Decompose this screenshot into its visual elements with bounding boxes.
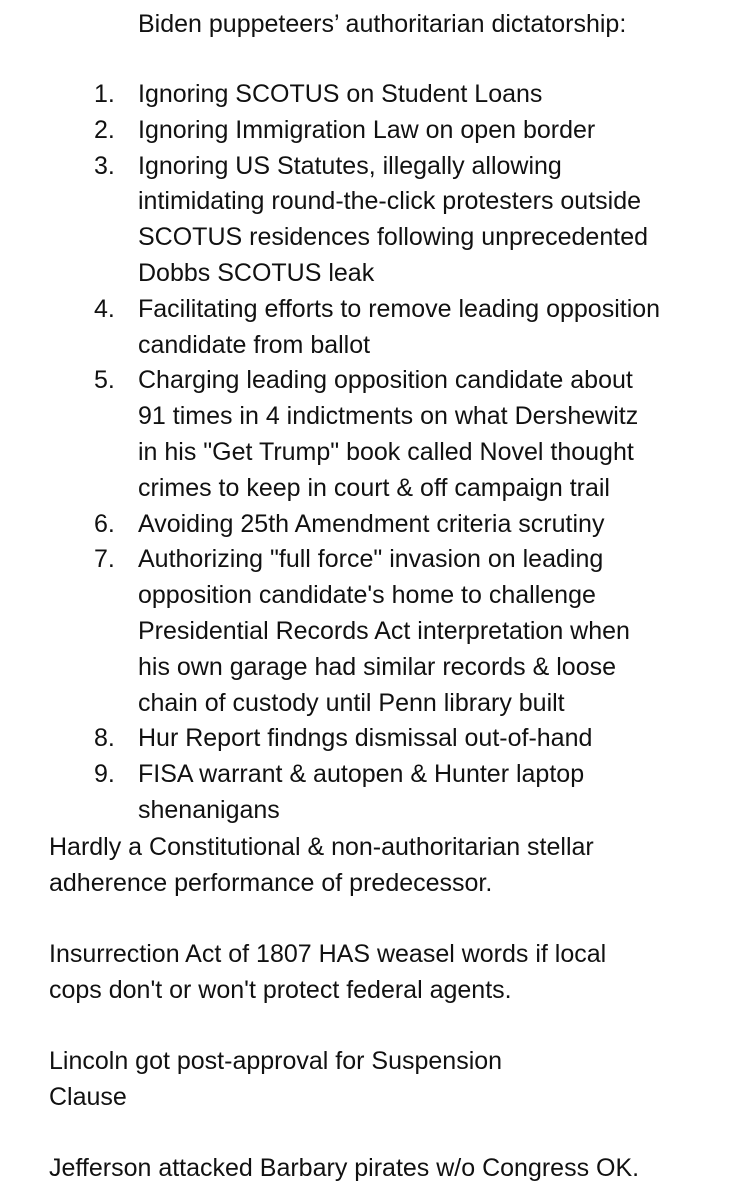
- list-item-line: Ignoring SCOTUS on Student Loans: [138, 80, 543, 108]
- paragraph-line: Clause: [49, 1082, 127, 1111]
- list-item-line: in his "Get Trump" book called Novel thought: [138, 437, 634, 466]
- paragraph: [49, 1044, 739, 1116]
- list-item-number: 5.: [94, 366, 115, 395]
- paragraph: [49, 937, 739, 1009]
- paragraph-line: adherence performance of predecessor.: [49, 868, 493, 897]
- list-item: [0, 292, 754, 364]
- list-item: [0, 149, 754, 292]
- list-item-line: opposition candidate's home to challenge: [138, 581, 596, 610]
- list-item-number: 1.: [94, 80, 115, 108]
- list-item-line: Charging leading opposition candidate about: [138, 366, 633, 395]
- list-item-line: his own garage had similar records & loose: [138, 652, 617, 681]
- list-item-number: 9.: [94, 760, 115, 789]
- list-item-line: SCOTUS residences following unprecedented: [138, 223, 648, 252]
- list-item: [0, 757, 754, 829]
- list-item-line: Ignoring Immigration Law on open border: [138, 115, 596, 144]
- list-item-number: 6.: [94, 509, 115, 538]
- list-item-number: 7.: [94, 545, 115, 574]
- list-item-line: Dobbs SCOTUS leak: [138, 258, 375, 287]
- list-item-line: 91 times in 4 indictments on what Dershewitz: [138, 402, 639, 431]
- list-item-line: candidate from ballot: [138, 330, 371, 359]
- paragraph-line: Jefferson attacked Barbary pirates w/o Congress OK.: [49, 1154, 640, 1182]
- list-item-line: Avoiding 25th Amendment criteria scrutiny: [138, 509, 605, 538]
- list-item-line: intimidating round-the-click protesters outside: [138, 187, 642, 216]
- list-item-line: Authorizing "full force" invasion on leading: [138, 545, 604, 574]
- list-item-line: Facilitating efforts to remove leading opposition: [138, 294, 661, 323]
- list-item-line: shenanigans: [138, 795, 280, 824]
- list-item-number: 4.: [94, 294, 115, 323]
- paragraph-line: Insurrection Act of 1807 HAS weasel words if local: [49, 940, 607, 968]
- paragraph-line: cops don't or won't protect federal agents.: [49, 975, 512, 1004]
- paragraph-line: Hardly a Constitutional & non-authoritarian stellar: [49, 833, 594, 861]
- list-item: [0, 507, 754, 543]
- list-item-line: chain of custody until Penn library built: [138, 688, 565, 717]
- list-item-number: 3.: [94, 151, 115, 180]
- list-item-line: Hur Report findngs dismissal out-of-hand: [138, 724, 593, 753]
- list-item: [0, 542, 754, 721]
- list-item-line: crimes to keep in court & off campaign trail: [138, 473, 610, 502]
- list-item-number: 8.: [94, 724, 115, 753]
- list-item: [0, 77, 754, 113]
- numbered-list: [0, 77, 754, 829]
- list-item: [0, 721, 754, 757]
- paragraph: [49, 1151, 739, 1187]
- list-item: [0, 113, 754, 149]
- list-item-number: 2.: [94, 115, 115, 144]
- list-item-line: Presidential Records Act interpretation when: [138, 616, 630, 645]
- list-item-line: Ignoring US Statutes, illegally allowing: [138, 151, 562, 180]
- list-item: [0, 363, 754, 506]
- paragraph: [49, 830, 739, 902]
- list-item-line: FISA warrant & autopen & Hunter laptop: [138, 760, 585, 789]
- paragraph-line: Lincoln got post-approval for Suspension: [49, 1047, 503, 1075]
- document-heading: Biden puppeteers’ authoritarian dictatorship:: [138, 10, 627, 38]
